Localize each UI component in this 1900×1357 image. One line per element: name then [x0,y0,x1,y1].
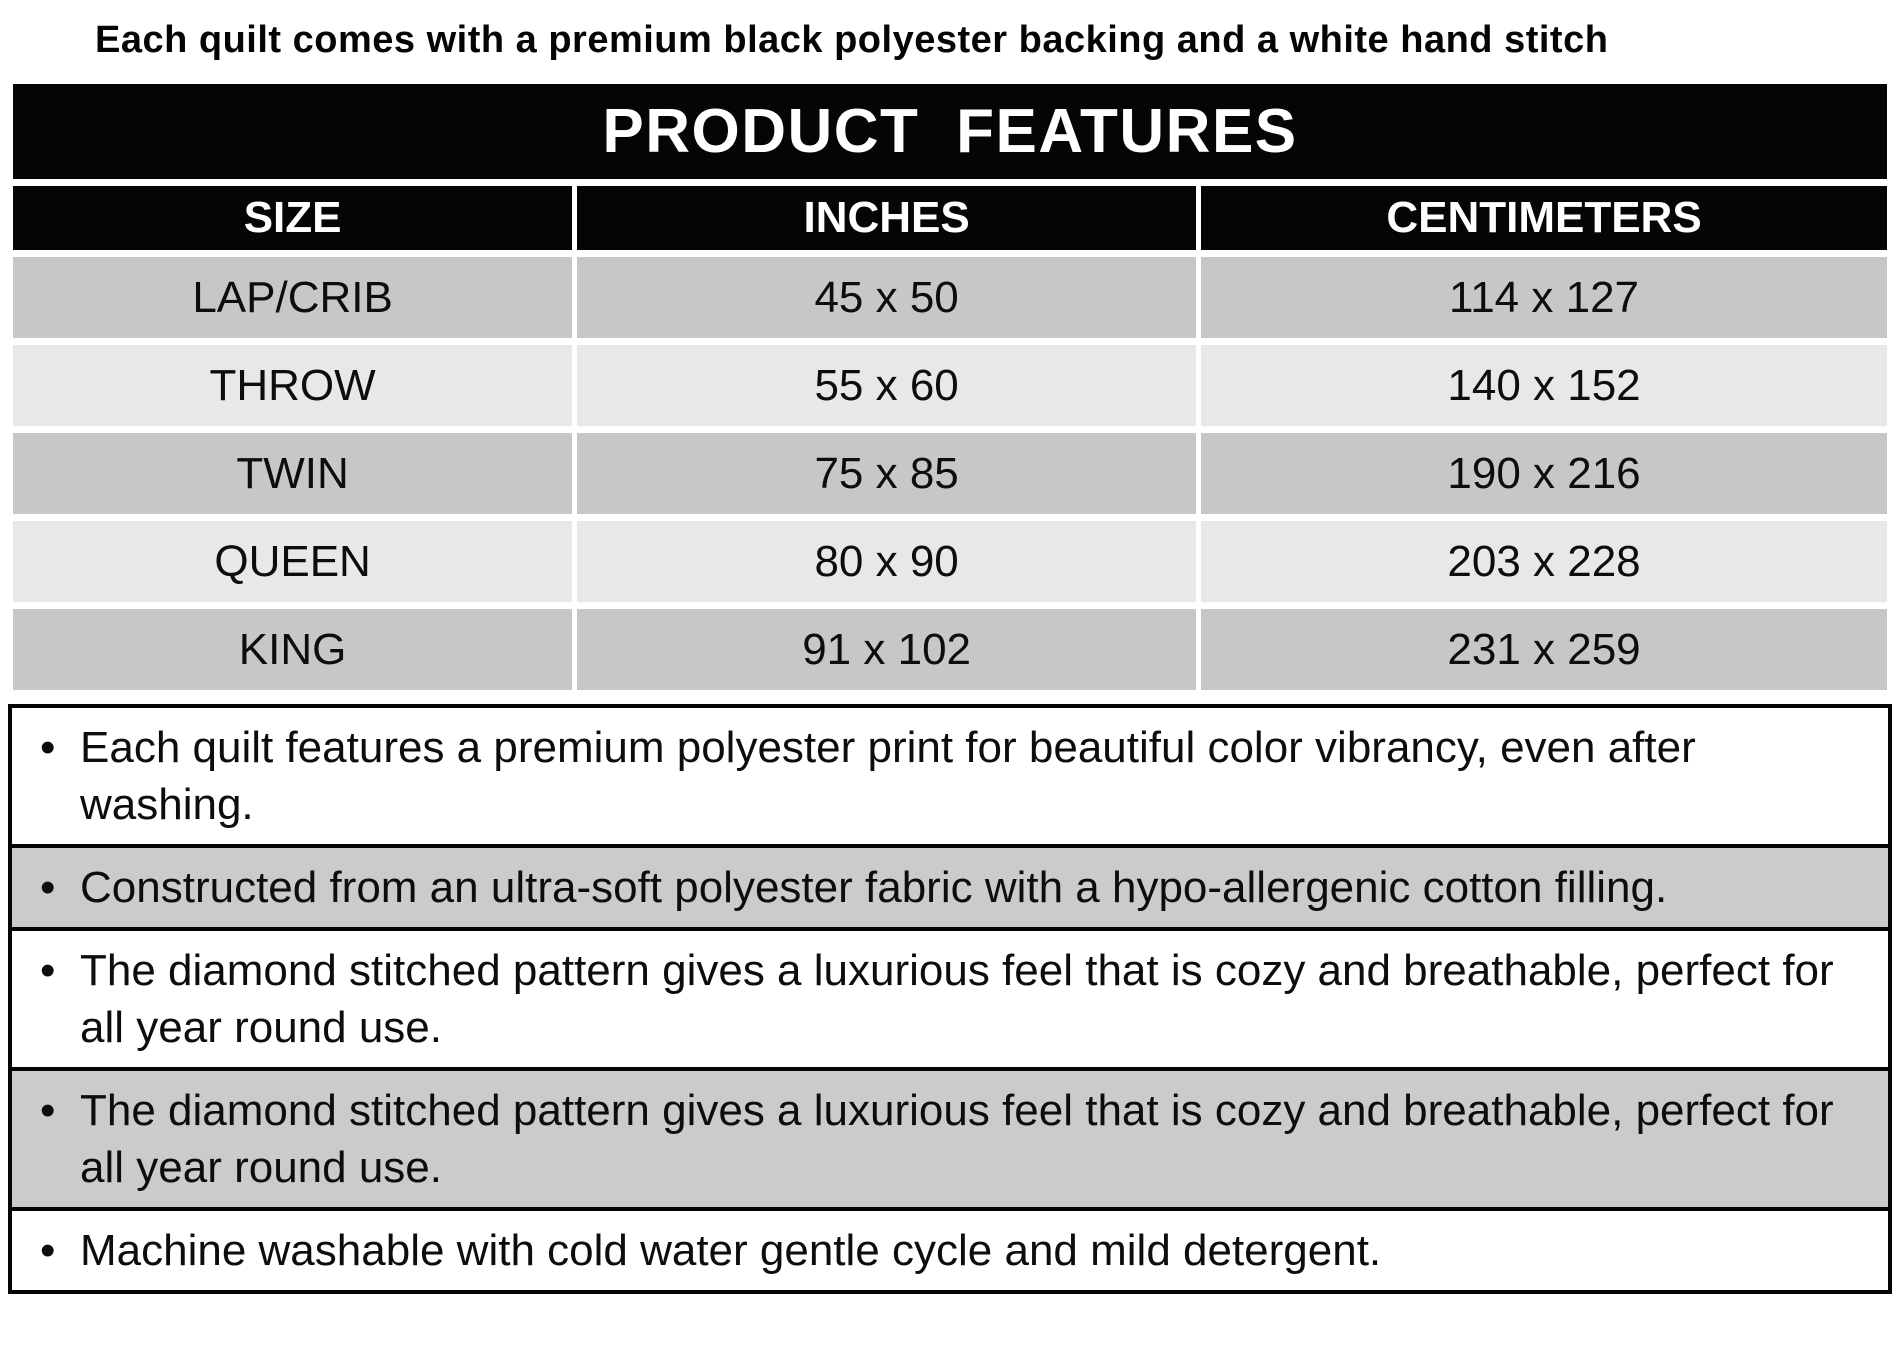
table-title-row [13,84,1887,179]
feature-item [8,927,1892,1071]
inches-cell: 91 x 102 [577,609,1196,690]
size-cell: QUEEN [13,521,572,602]
size-cell: TWIN [13,433,572,514]
product-infographic [0,16,1900,1357]
feature-text: The diamond stitched pattern gives a luxurious feel that is cozy and breathable, perfect for all year round use. [80,946,1834,1052]
feature-text: Each quilt features a premium polyester print for beautiful color vibrancy, even after washing. [80,723,1696,829]
feature-item [8,704,1892,848]
table-title-banner: PRODUCT FEATURES [13,84,1887,179]
table-row [13,609,1887,690]
feature-text: The diamond stitched pattern gives a luxurious feel that is cozy and breathable, perfect for all year round use. [80,1086,1834,1192]
bullet-icon: • [40,863,56,912]
bullet-icon: • [40,946,56,995]
feature-item [8,844,1892,931]
centimeters-cell: 190 x 216 [1201,433,1887,514]
inches-cell: 45 x 50 [577,257,1196,338]
column-header-centimeters: CENTIMETERS [1201,186,1887,250]
bullet-icon: • [40,723,56,772]
bullet-icon: • [40,1086,56,1135]
feature-text: Machine washable with cold water gentle cycle and mild detergent. [80,1226,1382,1275]
inches-cell: 55 x 60 [577,345,1196,426]
table-row [13,345,1887,426]
column-header-row [13,186,1887,250]
size-cell: LAP/CRIB [13,257,572,338]
inches-cell: 80 x 90 [577,521,1196,602]
features-list [8,704,1892,1294]
table-row [13,521,1887,602]
product-features-table [8,77,1892,697]
feature-item [8,1067,1892,1211]
inches-cell: 75 x 85 [577,433,1196,514]
feature-item [8,1207,1892,1294]
feature-text: Constructed from an ultra-soft polyester fabric with a hypo-allergenic cotton filling. [80,863,1668,912]
centimeters-cell: 114 x 127 [1201,257,1887,338]
table-row [13,257,1887,338]
column-header-inches: INCHES [577,186,1196,250]
table-row [13,433,1887,514]
top-note: Each quilt comes with a premium black polyester backing and a white hand stitch [95,19,1609,61]
bullet-icon: • [40,1226,56,1275]
column-header-size: SIZE [13,186,572,250]
size-cell: KING [13,609,572,690]
centimeters-cell: 231 x 259 [1201,609,1887,690]
centimeters-cell: 140 x 152 [1201,345,1887,426]
centimeters-cell: 203 x 228 [1201,521,1887,602]
size-cell: THROW [13,345,572,426]
